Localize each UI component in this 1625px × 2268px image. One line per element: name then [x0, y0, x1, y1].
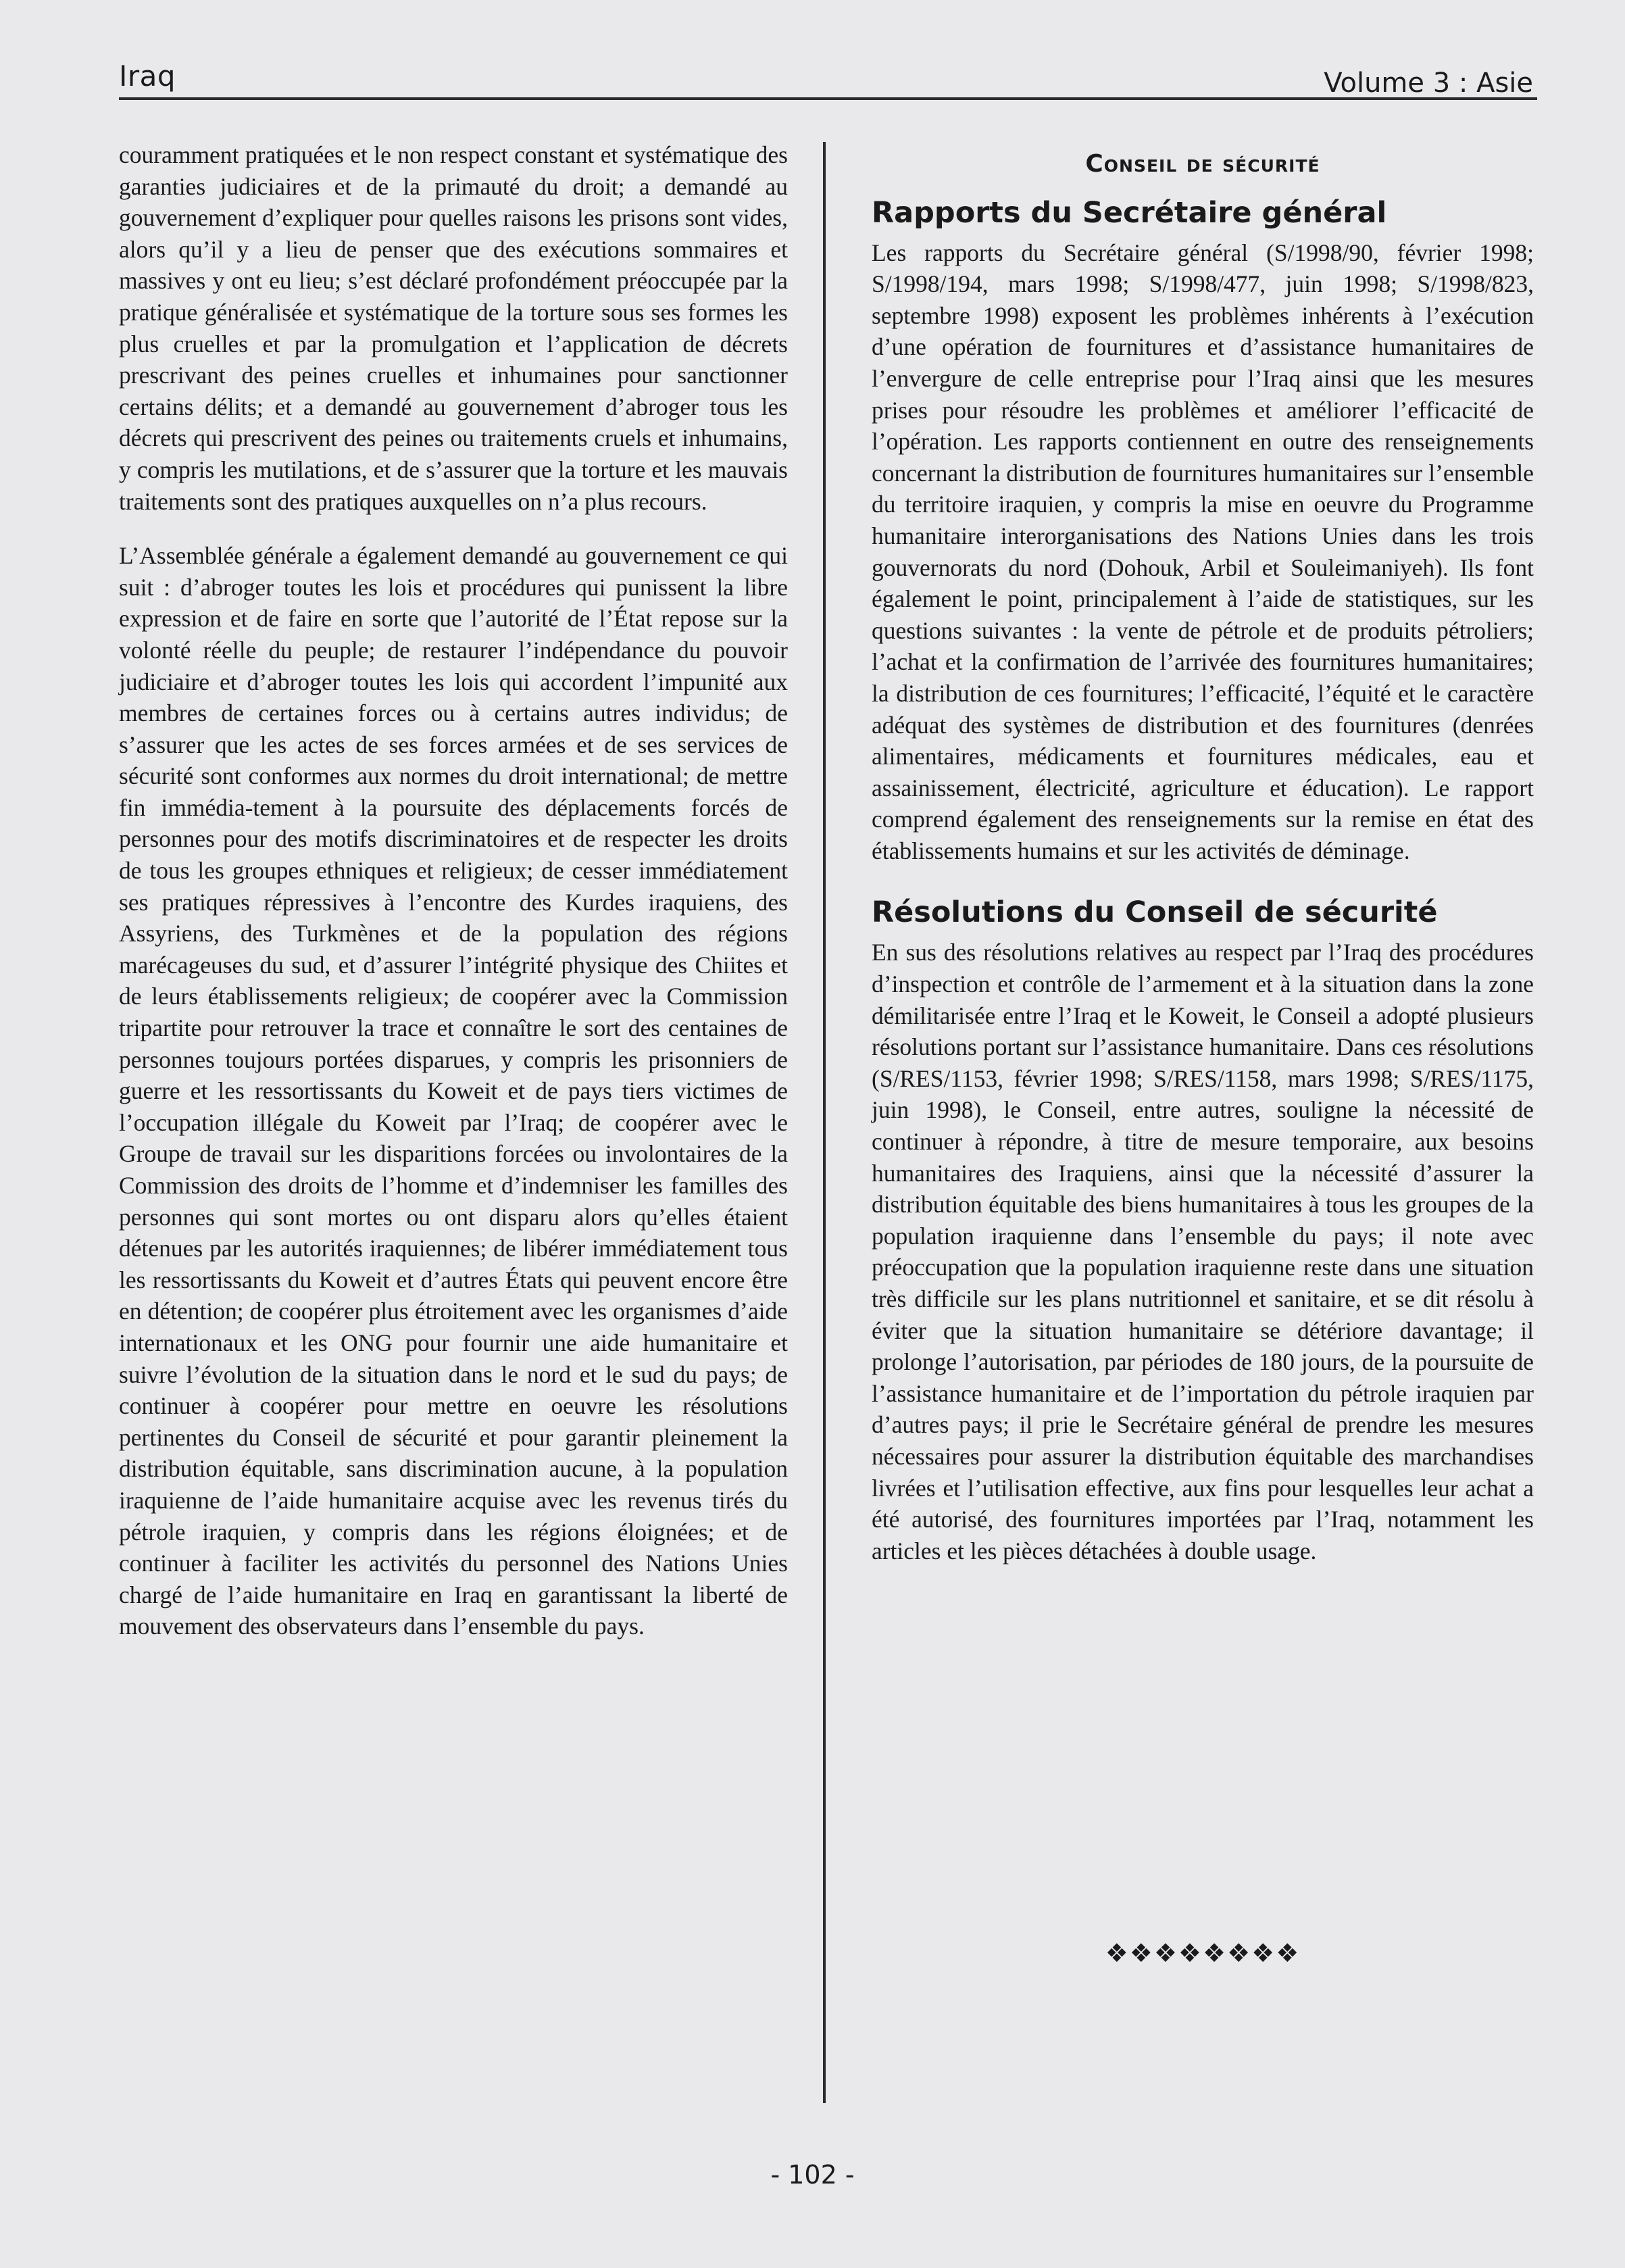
left-paragraph-1: couramment pratiquées et le non respect constant et systématique des garanties judiciaires et de la primauté du droit; a demandé au gouvernement d’expliquer pour quelles raisons les prisons sont vides, alors qu’il y a lieu de penser que des exécutions sommaires et massives y ont eu lieu; s’est déclaré profondément préoccupée par la pratique généralisée et systématique de la torture sous ses formes les plus cruelles et par la promulgation et l’application de décrets prescrivant des peines cruelles et inhumaines pour sanctionner certains délits; et a demandé au gouvernement d’abroger tous les décrets qui prescrivent des peines ou traitements cruels et inhumains, y compris les mutilations, et de s’assurer que la torture et les mauvais traitements sont des pratiques auxquelles on n’a plus recours. [119, 141, 788, 515]
subheading-resolutions: Résolutions du Conseil de sécurité [872, 895, 1438, 930]
resolutions-paragraph: En sus des résolutions relatives au respect par l’Iraq des procédures d’inspection et contrôle de l’armement et à la situation dans la zone démilitarisée entre l’Iraq et le Koweit, le Conseil a adopté plusieurs résolutions portant sur l’assistance humanitaire. Dans ces résolutions (S/RES/1153, février 1998; S/RES/1158, mars 1998; S/RES/1175, juin 1998), le Conseil, entre autres, souligne la nécessité de continuer à répondre, à titre de mesure temporaire, aux besoins humanitaires des Iraquiens, ainsi que la nécessité d’assurer la distribution équitable des biens humanitaires à tous les groupes de la population iraquienne dans l’ensemble du pays; il note avec préoccupation que la population iraquienne reste dans une situation très difficile sur les plans nutritionnel et sanitaire, et se dit résolu à éviter que la situation humanitaire se détériore davantage; il prolonge l’autorisation, par périodes de 180 jours, de la poursuite de l’assistance humanitaire et de l’importation du pétrole iraquien par d’autres pays; il prie le Secrétaire général de prendre les mesures nécessaires pour assurer la distribution équitable des marchandises livrées et l’utilisation effective, aux fins pour lesquelles leur achat a été autorisé, des fournitures importées par l’Iraq, notamment les articles et les pièces détachées à double usage. [872, 939, 1534, 1564]
left-column [119, 139, 788, 1642]
running-header-country: Iraq [119, 59, 176, 93]
section-title: Conseil de sécurité [1085, 150, 1320, 178]
subheading-reports: Rapports du Secrétaire général [872, 195, 1387, 230]
left-paragraph-2: L’Assemblée générale a également demandé au gouvernement ce qui suit : d’abroger toutes les lois et procédures qui punissent la libre expression et de faire en sorte que l’autorité de l’État repose sur la volonté réelle du peuple; de restaurer l’indépendance du pouvoir judiciaire et d’abroger toutes les lois qui accordent l’impunité aux membres de certaines forces ou à certains autres individus; de s’assurer que les actes de ses forces armées et de ses services de sécurité sont conformes aux normes du droit international; de mettre fin immédia-tement à la poursuite des déplacements forcés de personnes pour des motifs discriminatoires et de respecter les droits de tous les groupes ethniques et religieux; de cesser immédiatement ses pratiques répressives à l’encontre des Kurdes iraquiens, des Assyriens, des Turkmènes et de la population des régions marécageuses du sud, et d’assurer l’intégrité physique des Chiites et de leurs établissements religieux; de coopérer avec la Commission tripartite pour retrouver la trace et connaître le sort des centaines de personnes toujours portées disparues, y compris les prisonniers de guerre et les ressortissants du Koweit et de pays tiers victimes de l’occupation illégale du Koweit par l’Iraq; de coopérer avec le Groupe de travail sur les disparitions forcées ou involontaires de la Commission des droits de l’homme et d’indemniser les familles des personnes qui sont mortes ou ont disparu alors qu’elles étaient détenues par les autorités iraquiennes; de libérer immédiatement tous les ressortissants du Koweit et d’autres États qui peuvent encore être en détention; de coopérer plus étroitement avec les organismes d’aide internationaux et les ONG pour fournir une aide humanitaire et suivre l’évolution de la situation dans le nord et le sud du pays; de continuer à coopérer pour mettre en oeuvre les résolutions pertinentes du Conseil de sécurité et pour garantir pleinement la distribution équitable, sans discrimination aucune, à la population iraquienne de l’aide humanitaire acquise avec les revenus tirés du pétrole iraquien, y compris dans les régions éloignées; et de continuer à faciliter les activités du personnel des Nations Unies chargé de l’aide humanitaire en Iraq en garantissant la liberté de mouvement des observateurs dans l’ensemble du pays. [119, 542, 788, 1640]
page-number: - 102 - [770, 2160, 855, 2190]
ornament-divider: ❖❖❖❖❖❖❖❖ [1105, 1938, 1301, 1968]
running-header-volume: Volume 3 : Asie [1324, 68, 1533, 99]
right-column [872, 149, 1534, 1567]
column-divider [823, 142, 826, 2103]
header-rule [119, 97, 1537, 100]
reports-paragraph: Les rapports du Secrétaire général (S/1998/90, février 1998; S/1998/194, mars 1998; S/1998/477, juin 1998; S/1998/823, septembre 1998) exposent les problèmes inhérents à l’exécution d’une opération de fournitures et d’assistance humanitaires de l’envergure de celle entreprise pour l’Iraq ainsi que les mesures prises pour résoudre les problèmes et améliorer l’efficacité de l’opération. Les rapports contiennent en outre des renseignements concernant la distribution de fournitures humanitaires sur l’ensemble du territoire iraquien, y compris la mise en oeuvre du Programme humanitaire interorganisations des Nations Unies dans les trois gouvernorats du nord (Dohouk, Arbil et Souleimaniyeh). Ils font également le point, principalement à l’aide de statistiques, sur les questions suivantes : la vente de pétrole et de produits pétroliers; l’achat et la confirmation de l’arrivée des fournitures humanitaires; la distribution de ces fournitures; l’efficacité, l’équité et le caractère adéquat des systèmes de distribution et des fournitures (denrées alimentaires, médicaments et fournitures médicales, eau et assainissement, électricité, agriculture et éducation). Le rapport comprend également des renseignements sur la remise en état des établissements humains et sur les activités de déminage. [872, 239, 1534, 864]
